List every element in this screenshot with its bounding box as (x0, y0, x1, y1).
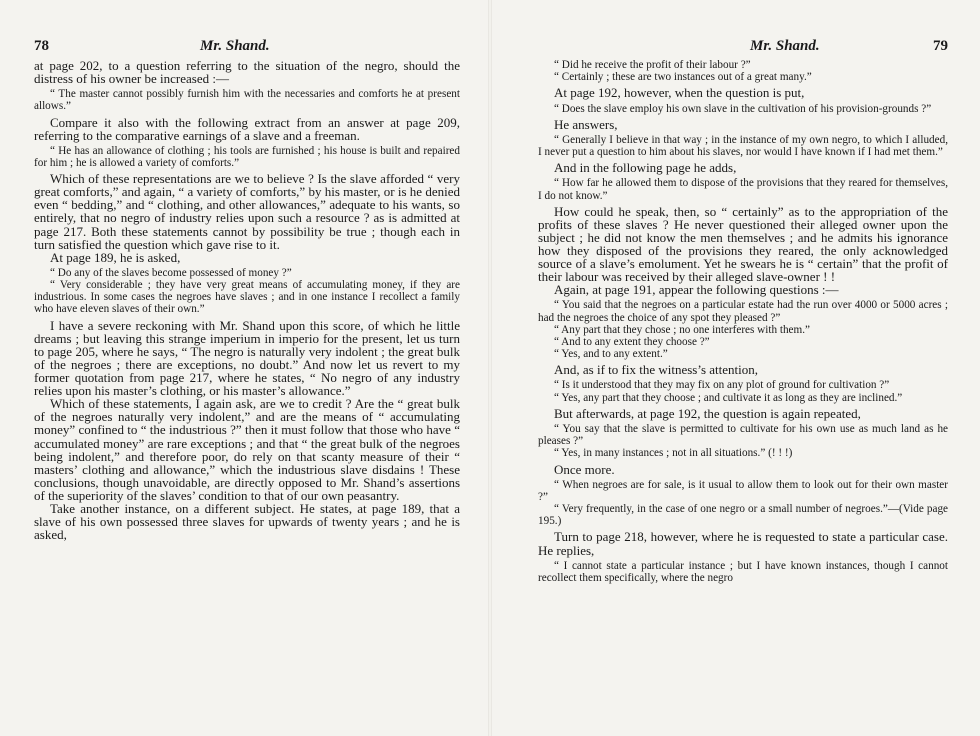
quote: “ How far he allowed them to dispose of the provisions that they reared for themselves, I do not know.” (538, 177, 948, 202)
quote: “ Do any of the slaves become possessed of money ?” (50, 266, 292, 279)
quote: “ He has an allowance of clothing ; his tools are furnished ; his house is built and repaired for him ; he is allowed a variety of comforts.” (34, 144, 460, 169)
right-page (490, 0, 980, 736)
paragraph: Which of these representations are we to believe ? Is the slave afforded “ very great comforts,” and again, “ a variety of comforts,” by his master, or is he denied even “ bedding,” and “ clothing, and other allowances,” adequate to his wants, so entirely, that no negro of industry relies upon such a resource ? as is admitted at page 217. Both these statements cannot by possibility be true ; though each in turn satisfied the question which gave rise to it. (34, 171, 460, 252)
quote: “ Yes, in many instances ; not in all situations.” (! ! !) (554, 447, 793, 460)
quote: “ You said that the negroes on a particular estate had the run over 4000 or 5000 acres ; had the negroes the choice of any spot they pleased ?” (538, 299, 948, 324)
paragraph: Turn to page 218, however, where he is requested to state a particular case. He replies, (538, 529, 948, 558)
quote: “ The master cannot possibly furnish him with the necessaries and comforts he at present allows.” (34, 88, 460, 113)
left-running-title: Mr. Shand. (200, 38, 270, 54)
paragraph: at page 202, to a question referring to the situation of the negro, should the distress of his owner be increased :— (34, 58, 460, 87)
paragraph: At page 189, he is asked, (50, 249, 181, 265)
quote: “ I cannot state a particular instance ; but I have known instances, though I cannot recollect them specifically, where the negro (538, 559, 948, 584)
paragraph: At page 192, however, when the question is put, (554, 85, 805, 101)
quote: “ And to any extent they choose ?” (554, 335, 710, 348)
quote: “ When negroes are for sale, is it usual to allow them to look out for their own master ?” (538, 478, 948, 503)
right-page-number: 79 (933, 38, 948, 54)
paragraph: Again, at page 191, appear the following questions :— (554, 282, 839, 298)
quote: “ Yes, any part that they choose ; and cultivate it as long as they are inclined.” (554, 391, 903, 404)
paragraph: He answers, (554, 116, 618, 132)
paragraph: And in the following page he adds, (554, 160, 737, 176)
quote: “ Very considerable ; they have very great means of accumulating money, if they are industrious. In some cases the negroes have slaves ; and in one instance I recollect a family who have eleven slaves of their own.” (34, 279, 460, 316)
paragraph: But afterwards, at page 192, the question is again repeated, (554, 405, 861, 421)
quote: “ Very frequently, in the case of one negro or a small number of negroes.”—(Vide page 195.) (538, 503, 948, 528)
quote: “ Generally I believe in that way ; in the instance of my own negro, to which I alluded, I never put a question to him about his slaves, nor would I have known if I had met them.” (538, 133, 948, 158)
paragraph: Once more. (554, 461, 615, 477)
quote: “ Does the slave employ his own slave in the cultivation of his provision-grounds ?” (554, 102, 932, 115)
right-running-head (538, 38, 948, 56)
paragraph: Compare it also with the following extract from an answer at page 209, referring to the comparative earnings of a slave and a freeman. (34, 114, 460, 143)
left-page-number: 78 (34, 38, 49, 54)
paragraph: I have a severe reckoning with Mr. Shand upon this score, of which he little dreams ; but leaving this strange imperium in imperio for the present, let us turn to page 205, where he says, “ The negro is naturally very indolent ; the great bulk of the negroes ; there are exceptions, no doubt.” And now let us revert to my former quotation from page 217, where he states, “ No negro of any industry relies upon his master’s clothing, or his master’s allowance.” (34, 317, 460, 399)
quote: “ Yes, and to any extent.” (554, 348, 668, 361)
paragraph: And, as if to fix the witness’s attention, (554, 362, 759, 378)
quote: “ Is it understood that they may fix on any plot of ground for cultivation ?” (554, 379, 890, 392)
paragraph: Take another instance, on a different subject. He states, at page 189, that a slave of his own possessed three slaves for upwards of twenty years ; and he is asked, (34, 500, 460, 543)
right-running-title: Mr. Shand. (750, 38, 820, 54)
paragraph: Which of these statements, I again ask, are we to credit ? Are the “ great bulk of the negroes naturally very indolent,” and are the means of “ accumulating money” confined to “ the industrious ?” then it must follow that those who have “ accumulated money” are rare exceptions ; and that “ the great bulk of the negroes being indolent,” and therefore poor, do rely on that scanty measure of their “ masters’ clothing and allowance,” which the industrious slave disdains ! These conclusions, though unavoidable, are directly opposed to Mr. Shand’s assertions of the superiority of the slaves’ condition to that of our own peasantry. (34, 396, 460, 503)
left-running-head (34, 38, 460, 56)
quote: “ Did he receive the profit of their labour ?” (554, 59, 751, 71)
quote: “ Certainly ; these are two instances out of a great many.” (554, 71, 812, 84)
paragraph: How could he speak, then, so “ certainly” as to the appropriation of the profits of these slaves ? He never questioned their alleged owner upon the subject ; he did not know the men themselves ; and he admits his ignorance how they disposed of the provisions they reared, the only acknowledged source of a slave’s emolument. Yet he swears he is “ certain” that the profit of their labour was received by their alleged slave-owner ! ! (538, 203, 948, 285)
quote: “ You say that the slave is permitted to cultivate for his own use as much land as he pleases ?” (538, 422, 948, 448)
quote: “ Any part that they chose ; no one interferes with them.” (554, 323, 810, 336)
